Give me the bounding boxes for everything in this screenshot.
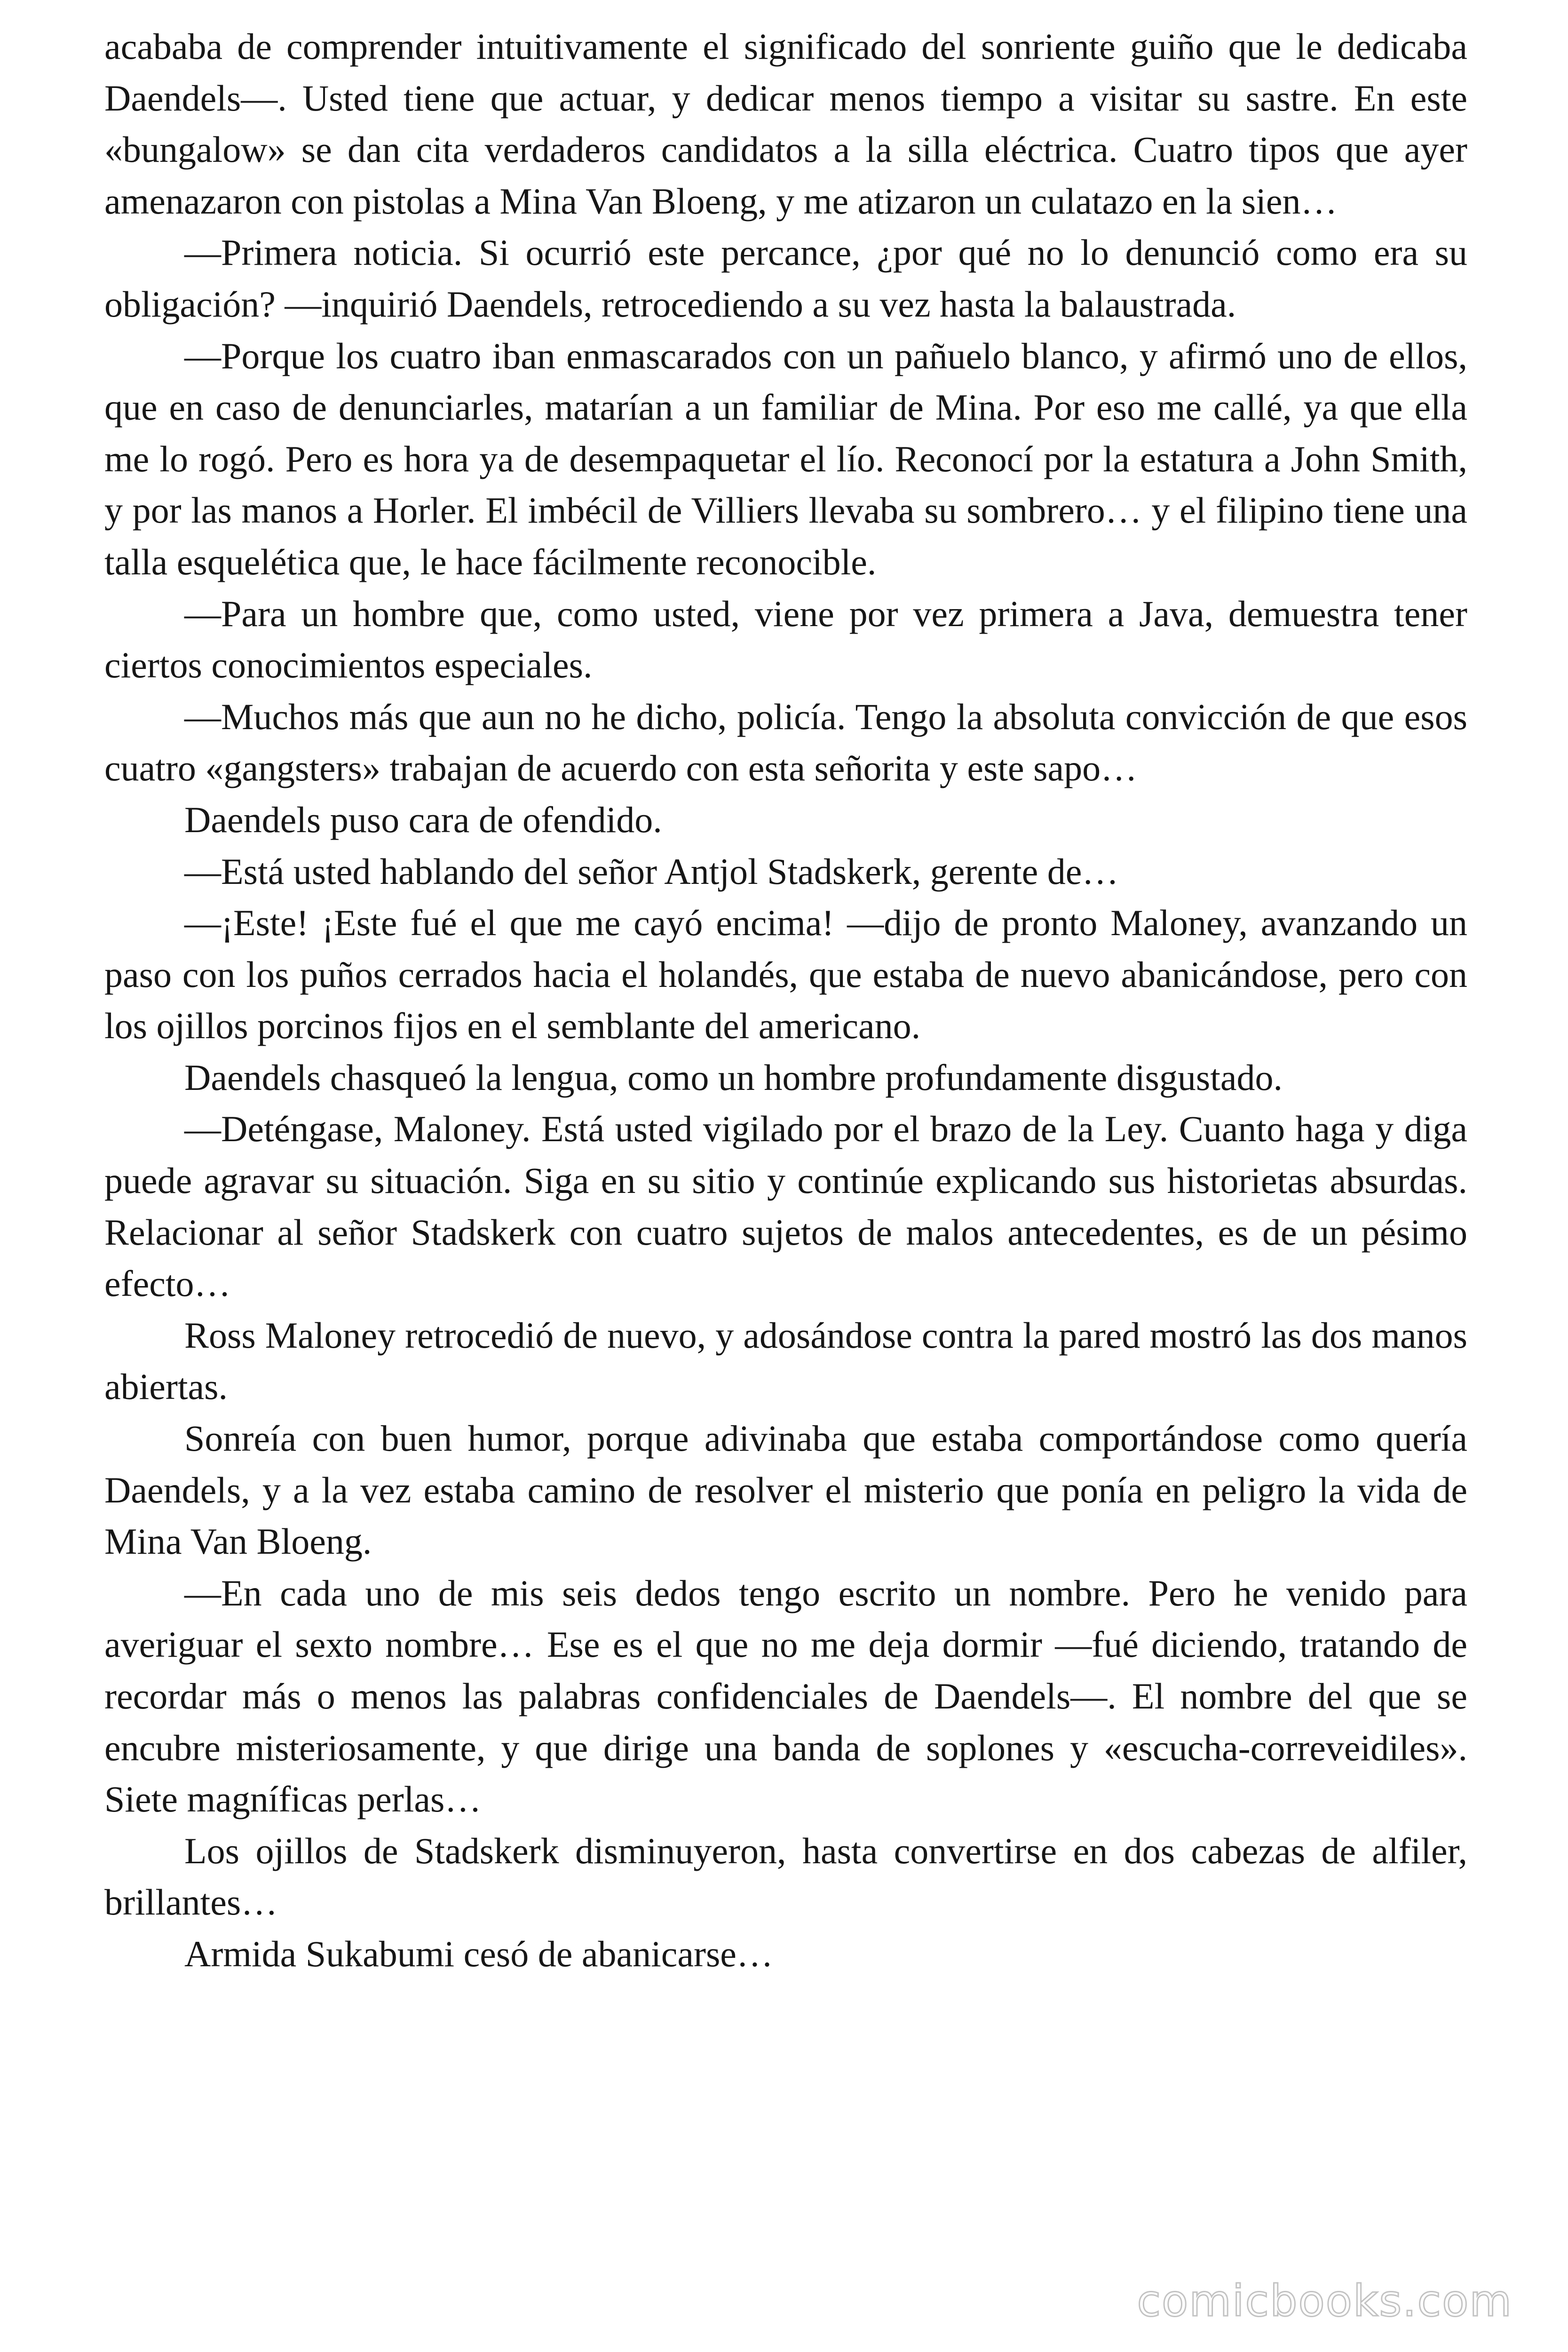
paragraph: Daendels chasqueó la lengua, como un hombre profundamente disgustado. [184, 1057, 1283, 1098]
watermark-text: comicbooks.com [1137, 2276, 1513, 2326]
paragraph: —¡Este! ¡Este fué el que me cayó encima! —dijo de pronto Maloney, avanzando un paso con los puños cerrados hacia el holandés, que estaba de nuevo abanicándose, pero con los ojillos porcinos fijos en el semblante del americano. [104, 902, 1467, 1047]
paragraph: —Está usted hablando del señor Antjol Stadskerk, gerente de… [184, 850, 1119, 892]
paragraph: Ross Maloney retrocedió de nuevo, y adosándose contra la pared mostró las dos manos abiertas. [104, 1314, 1467, 1407]
paragraph-continuation: acababa de comprender intuitivamente el significado del sonriente guiño que le dedicaba Daendels—. Usted tiene que actuar, y dedicar menos tiempo a visitar su sastre. En este «bungalow» se dan cita verdaderos candidatos a la silla eléctrica. Cuatro tipos que ayer amenazaron con pistolas a Mina Van Bloeng, y me atizaron un culatazo en la sien… [104, 26, 1467, 222]
paragraph: Armida Sukabumi cesó de abanicarse… [184, 1933, 773, 1974]
paragraph: —En cada uno de mis seis dedos tengo escrito un nombre. Pero he venido para averiguar el sexto nombre… Ese es el que no me deja dormir —fué diciendo, tratando de recordar más o menos las palabras confidenciales de Daendels—. El nombre del que se encubre misteriosamente, y que dirige una banda de soplones y «escucha-correveidiles». Siete magníficas perlas… [104, 1572, 1467, 1820]
paragraph: —Muchos más que aun no he dicho, policía. Tengo la absoluta convicción de que esos cuatro «gangsters» trabajan de acuerdo con esta señorita y este sapo… [104, 696, 1467, 789]
book-page-text [104, 21, 1467, 1980]
paragraph: Los ojillos de Stadskerk disminuyeron, hasta convertirse en dos cabezas de alfiler, brillantes… [104, 1830, 1467, 1923]
paragraph: —Porque los cuatro iban enmascarados con un pañuelo blanco, y afirmó uno de ellos, que en caso de denunciarles, matarían a un familiar de Mina. Por eso me callé, ya que ella me lo rogó. Pero es hora ya de desempaquetar el lío. Reconocí por la estatura a John Smith, y por las manos a Horler. El imbécil de Villiers llevaba su sombrero… y el filipino tiene una talla esquelética que, le hace fácilmente reconocible. [104, 335, 1467, 582]
paragraph: Sonreía con buen humor, porque adivinaba que estaba comportándose como quería Daendels, y a la vez estaba camino de resolver el misterio que ponía en peligro la vida de Mina Van Bloeng. [104, 1418, 1467, 1562]
paragraph: Daendels puso cara de ofendido. [184, 799, 662, 840]
paragraph: —Primera noticia. Si ocurrió este percance, ¿por qué no lo denunció como era su obligación? —inquirió Daendels, retrocediendo a su vez hasta la balaustrada. [104, 232, 1467, 325]
paragraph: —Deténgase, Maloney. Está usted vigilado por el brazo de la Ley. Cuanto haga y diga puede agravar su situación. Siga en su sitio y continúe explicando sus historietas absurdas. Relacionar al señor Stadskerk con cuatro sujetos de malos antecedentes, es de un pésimo efecto… [104, 1108, 1467, 1304]
paragraph: —Para un hombre que, como usted, viene por vez primera a Java, demuestra tener ciertos conocimientos especiales. [104, 593, 1467, 686]
